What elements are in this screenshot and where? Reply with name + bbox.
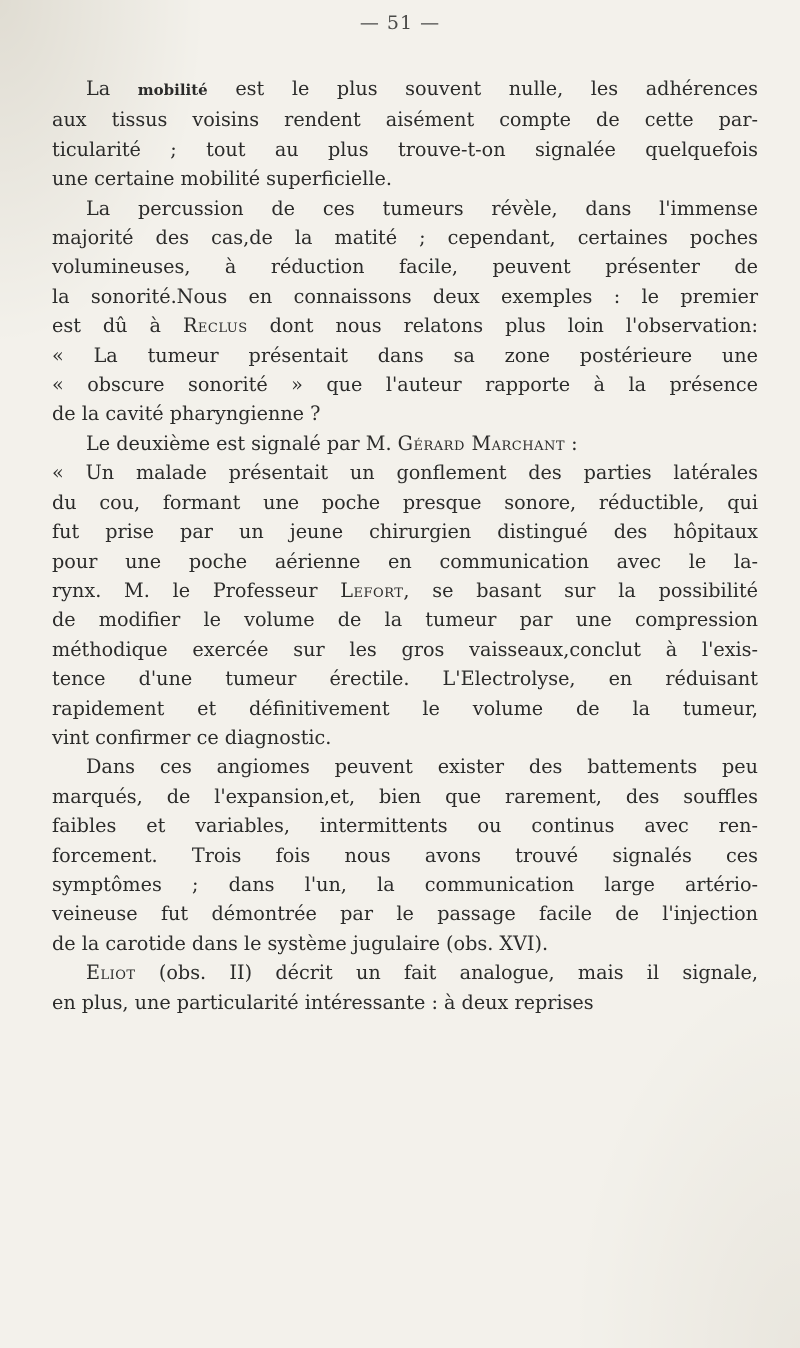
text-run: : [565,431,578,455]
paragraph [52,958,758,1017]
text-line [52,458,758,487]
text-line [52,105,758,134]
body-text [52,74,758,1017]
text-run: majorité des cas,de la matité ; cependant, certaines poches [52,226,758,250]
text-run: volumineuses, à réduction facile, peuvent présenter de [52,255,758,279]
text-line [52,605,758,634]
text-run: faibles et variables, intermittents ou continus avec ren- [52,814,758,838]
text-line [52,576,758,605]
text-run: fut prise par un jeune chirurgien distingué des hôpitaux [52,520,758,544]
text-run: ticularité ; tout au plus trouve-t-on signalée quelquefois [52,137,758,161]
text-run: rapidement et définitivement le volume de la tumeur, [52,696,758,720]
text-run: « obscure sonorité » que l'auteur rapporte à la présence [52,373,758,397]
text-run: est dû à [52,314,183,338]
text-line [52,399,758,428]
text-run: forcement. Trois fois nous avons trouvé signalés ces [52,843,758,867]
paragraph [52,74,758,194]
text-run: pour une poche aérienne en communication avec le la- [52,549,758,573]
text-line [52,870,758,899]
text-run: du cou, formant une poche presque sonore, réductible, qui [52,490,758,514]
paragraph [52,429,758,752]
text-run: méthodique exercée sur les gros vaisseaux,conclut à l'exis- [52,637,758,661]
text-run: tence d'une tumeur érectile. L'Electrolyse, en réduisant [52,667,758,691]
text-line [52,370,758,399]
text-line [52,547,758,576]
text-line [52,341,758,370]
text-run: Le deuxième est signalé par M. [86,431,398,455]
text-line [52,841,758,870]
text-run: aux tissus voisins rendent aisément compte de cette par- [52,108,758,132]
text-line [52,664,758,693]
text-run: de la carotide dans le système jugulaire (obs. XVI). [52,931,549,955]
text-run: « Un malade présentait un gonflement des parties latérales [52,461,758,485]
text-line [52,929,758,958]
text-line [52,988,758,1017]
text-run: la sonorité.Nous en connaissons deux exemples : le premier [52,284,758,308]
text-run: en plus, une particularité intéressante : à deux reprises [52,990,594,1014]
paragraph [52,194,758,429]
text-line [52,958,758,987]
text-run: « La tumeur présentait dans sa zone postérieure une [52,343,758,367]
text-run: La percussion de ces tumeurs révèle, dans l'immense [86,196,758,220]
text-run: dont nous relatons plus loin l'observation: [247,314,758,338]
text-line [52,752,758,781]
author-name: Lefort [340,578,404,602]
text-run: marqués, de l'expansion,et, bien que rarement, des souffles [52,784,758,808]
text-line [52,811,758,840]
text-run: est le plus souvent nulle, les adhérences [207,77,758,100]
emphasis-term: mobilité [137,81,208,99]
text-line [52,723,758,752]
text-line [52,517,758,546]
paragraph [52,752,758,958]
text-line [52,635,758,664]
text-line [52,899,758,928]
text-line [52,782,758,811]
text-line [52,164,758,193]
text-line [52,282,758,311]
text-line [52,194,758,223]
text-line [52,311,758,340]
text-run: une certaine mobilité superficielle. [52,167,392,191]
text-run: Dans ces angiomes peuvent exister des battements peu [86,755,758,779]
text-run: de la cavité pharyngienne ? [52,402,321,426]
author-name: Eliot [86,961,136,985]
text-line [52,74,758,105]
text-line [52,252,758,281]
text-run: La [86,77,138,100]
text-line [52,223,758,252]
author-name: Reclus [182,314,248,338]
text-run: vint confirmer ce diagnostic. [52,725,332,749]
text-line [52,488,758,517]
text-line [52,429,758,458]
author-name: Gérard Marchant [397,431,566,455]
text-run: veineuse fut démontrée par le passage facile de l'injection [52,902,758,926]
text-line [52,694,758,723]
page-number: — 51 — [359,12,441,34]
text-line [52,135,758,164]
text-run: de modifier le volume de la tumeur par une compression [52,608,758,632]
text-run: symptômes ; dans l'un, la communication large artério- [52,872,758,896]
text-run: (obs. II) décrit un fait analogue, mais il signale, [135,961,758,985]
text-run: , se basant sur la possibilité [403,578,759,602]
text-run: rynx. M. le Professeur [52,578,341,602]
